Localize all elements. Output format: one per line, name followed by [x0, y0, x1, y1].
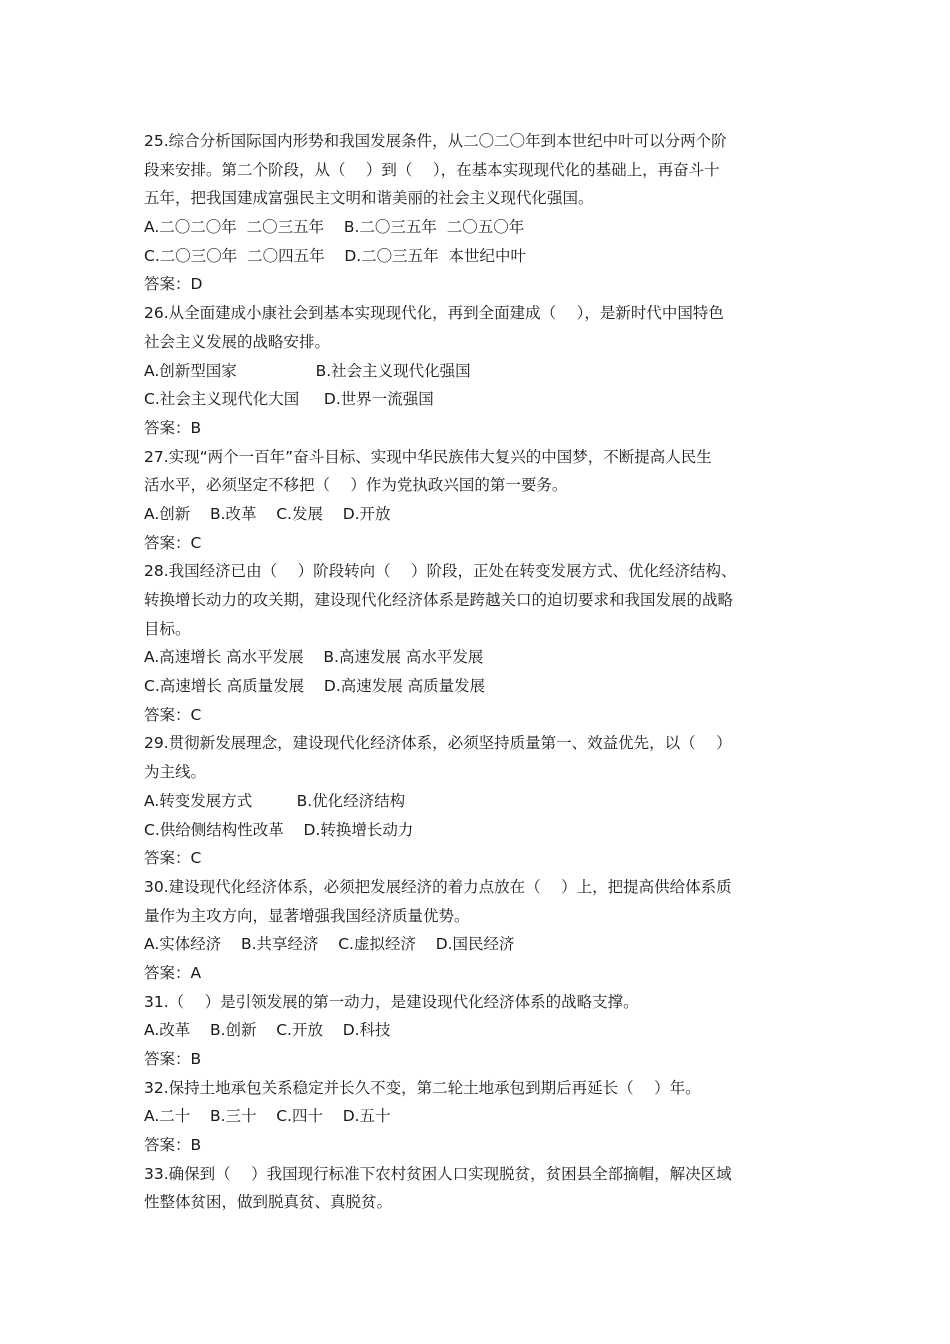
- text-line: 30.建设现代化经济体系，必须把发展经济的着力点放在（ ）上，把提高供给体系质: [144, 877, 732, 896]
- text-line: 25.综合分析国际国内形势和我国发展条件，从二〇二〇年到本世纪中叶可以分两个阶: [144, 132, 727, 150]
- text-line: 答案：C: [144, 533, 202, 552]
- text-line: 活水平，必须坚定不移把（ ）作为党执政兴国的第一要务。: [144, 476, 568, 495]
- text-line: 31.（ ）是引领发展的第一动力，是建设现代化经济体系的战略支撑。: [144, 992, 639, 1011]
- text-line: 五年，把我国建成富强民主文明和谐美丽的社会主义现代化强国。: [144, 189, 594, 208]
- text-line: 答案：D: [144, 275, 203, 294]
- text-line: 段来安排。第二个阶段，从（ ）到（ ），在基本实现现代化的基础上，再奋斗十: [144, 160, 720, 179]
- text-line: 26.从全面建成小康社会到基本实现现代化，再到全面建成（ ），是新时代中国特色: [144, 304, 724, 323]
- text-line: 性整体贫困，做到脱真贫、真脱贫。: [144, 1193, 393, 1212]
- text-line: A.创新型国家 B.社会主义现代化强国: [144, 361, 471, 380]
- text-line: C.二〇三〇年 二〇四五年 D.二〇三五年 本世纪中叶: [144, 246, 527, 265]
- text-line: A.高速增长 高水平发展 B.高速发展 高水平发展: [144, 648, 484, 667]
- text-line: 答案：B: [144, 418, 202, 437]
- text-line: 答案：A: [144, 963, 202, 982]
- text-line: A.二十 B.三十 C.四十 D.五十: [144, 1107, 391, 1126]
- text-line: 27.实现“两个一百年”奋斗目标、实现中华民族伟大复兴的中国梦，不断提高人民生: [144, 447, 712, 466]
- text-line: A.改革 B.创新 C.开放 D.科技: [144, 1021, 391, 1040]
- text-line: 转换增长动力的攻关期，建设现代化经济体系是跨越关口的迫切要求和我国发展的战略: [144, 591, 734, 609]
- text-line: A.转变发展方式 B.优化经济结构: [144, 791, 406, 810]
- text-line: 量作为主攻方向，显著增强我国经济质量优势。: [144, 906, 470, 925]
- text-line: 社会主义发展的战略安排。: [144, 332, 331, 351]
- text-line: 答案：C: [144, 705, 202, 724]
- text-line: C.供给侧结构性改革 D.转换增长动力: [144, 820, 414, 839]
- text-line: 目标。: [144, 619, 191, 638]
- text-line: A.实体经济 B.共享经济 C.虚拟经济 D.国民经济: [144, 935, 515, 954]
- text-line: 32.保持土地承包关系稳定并长久不变，第二轮土地承包到期后再延长（ ）年。: [144, 1078, 701, 1097]
- text-line: A.创新 B.改革 C.发展 D.开放: [144, 504, 391, 523]
- text-line: 33.确保到（ ）我国现行标准下农村贫困人口实现脱贫，贫困县全部摘帽，解决区域: [144, 1164, 732, 1183]
- text-line: 答案：C: [144, 849, 202, 868]
- text-line: 29.贯彻新发展理念，建设现代化经济体系，必须坚持质量第一、效益优先，以（ ）: [144, 734, 732, 753]
- text-line: 28.我国经济已由（ ）阶段转向（ ）阶段，正处在转变发展方式、优化经济结构、: [144, 562, 737, 581]
- text-line: 答案：B: [144, 1050, 202, 1068]
- document-body: [144, 127, 810, 1217]
- text-line: 答案：B: [144, 1136, 202, 1155]
- text-line: C.社会主义现代化大国 D.世界一流强国: [144, 390, 434, 409]
- text-line: C.高速增长 高质量发展 D.高速发展 高质量发展: [144, 677, 486, 696]
- text-line: 为主线。: [144, 763, 207, 782]
- text-line: A.二〇二〇年 二〇三五年 B.二〇三五年 二〇五〇年: [144, 218, 525, 237]
